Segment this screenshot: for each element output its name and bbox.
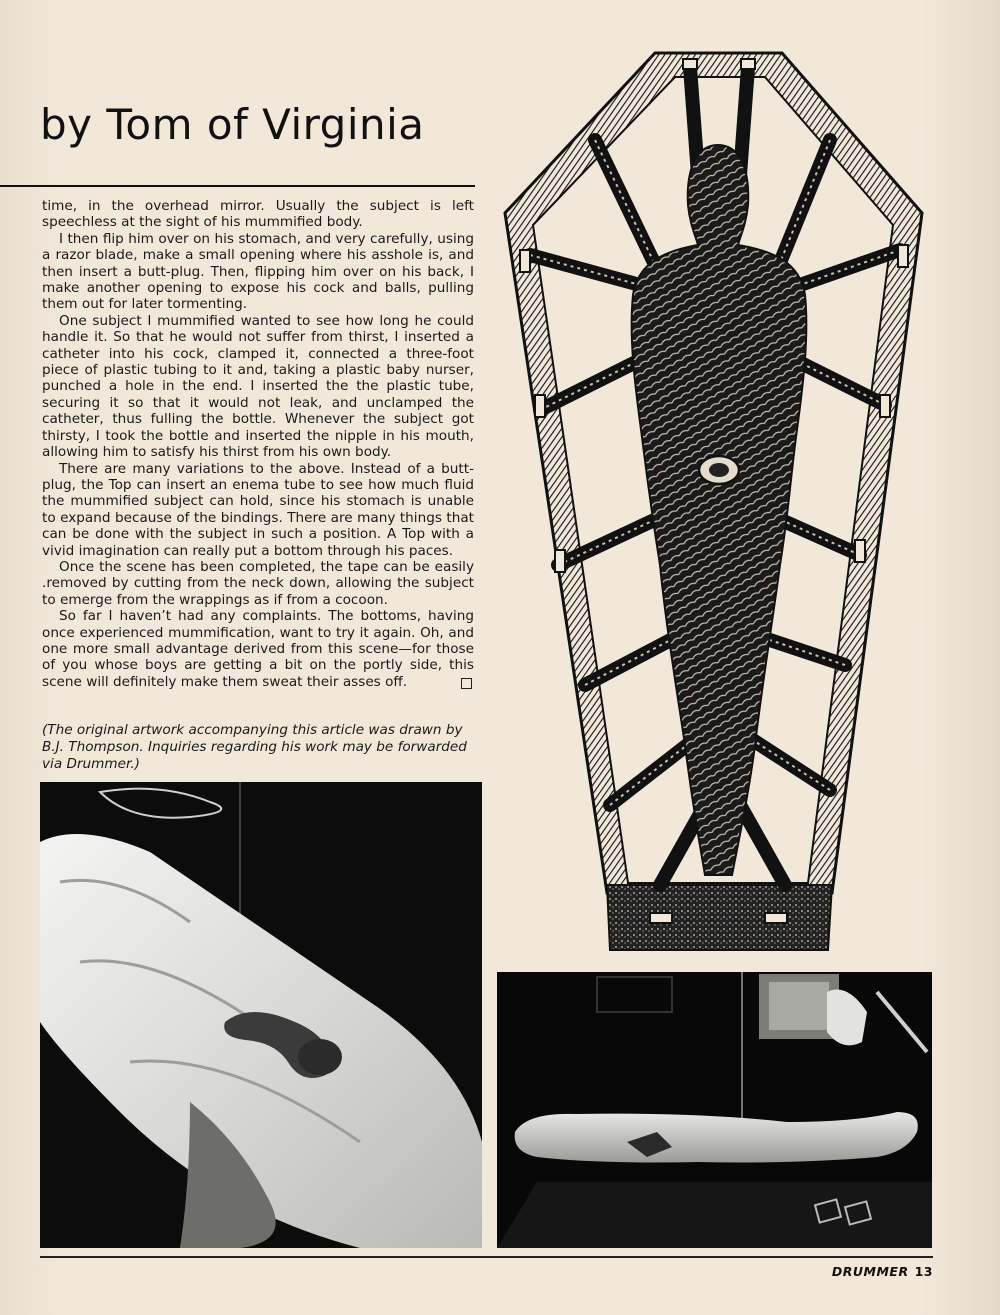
magazine-name: DRUMMER [831, 1264, 909, 1279]
article-paragraph: time, in the overhead mirror. Usually the subject is left speechless at the sight of his mummified body. [42, 198, 474, 231]
page-number: 13 [914, 1264, 933, 1279]
artwork-credit: (The original artwork accompanying this article was drawn by B.J. Thompson. Inquiries regarding his work may be forwarded via Drummer.) [42, 722, 467, 772]
article-paragraph: There are many variations to the above. Instead of a butt-plug, the Top can insert an enema tube to see how much fluid the mummified subject can hold, since his stomach is unable to expand because of the bindings. There are many things that can be done with the subject in such a position. A Top with a vivid imagination can really put a bottom through his paces. [42, 460, 474, 559]
article-paragraph: One subject I mummified wanted to see how long he could handle it. So that he would not suffer from thirst, I inserted a catheter into his cock, clamped it, connected a three-foot piece of plastic tubing to it and, taking a plastic baby nurser, punched a hole in the end. I inserted the the plastic tube, securing it so that it would not leak, and unclamped the catheter, thus fulling the bottle. Whenever the subject got thirsty, I took the bottle and inserted the nipple in his mouth, allowing him to satisfy his thirst from his own body. [42, 312, 474, 461]
mummy-coffin-illustration [500, 45, 930, 955]
mummification-photo-closeup [40, 782, 482, 1248]
byline: by Tom of Virginia [40, 100, 425, 149]
article-paragraph-last [42, 608, 474, 690]
article-paragraph-text: So far I haven’t had any complaints. The bottoms, having once experienced mummification, want to try it again. Oh, and one more small advantage derived from this scene—for those of you whose boys are getting a bit on the portly side, this scene will definitely make them sweat their asses off. [42, 608, 474, 690]
end-mark-icon [461, 678, 472, 689]
footer-rule [40, 1256, 933, 1258]
mummification-photo-full-body [497, 972, 932, 1248]
article-body [42, 198, 474, 690]
article-paragraph: I then flip him over on his stomach, and very carefully, using a razor blade, make a small opening where his asshole is, and then insert a butt-plug. Then, flipping him over on his back, I make another opening to expose his cock and balls, pulling them out for later tormenting. [42, 230, 474, 313]
header-rule [0, 185, 475, 187]
article-paragraph: Once the scene has been completed, the tape can be easily .removed by cutting from the neck down, allowing the subject to emerge from the wrappings as if from a cocoon. [42, 558, 474, 608]
page-footer [832, 1264, 933, 1279]
